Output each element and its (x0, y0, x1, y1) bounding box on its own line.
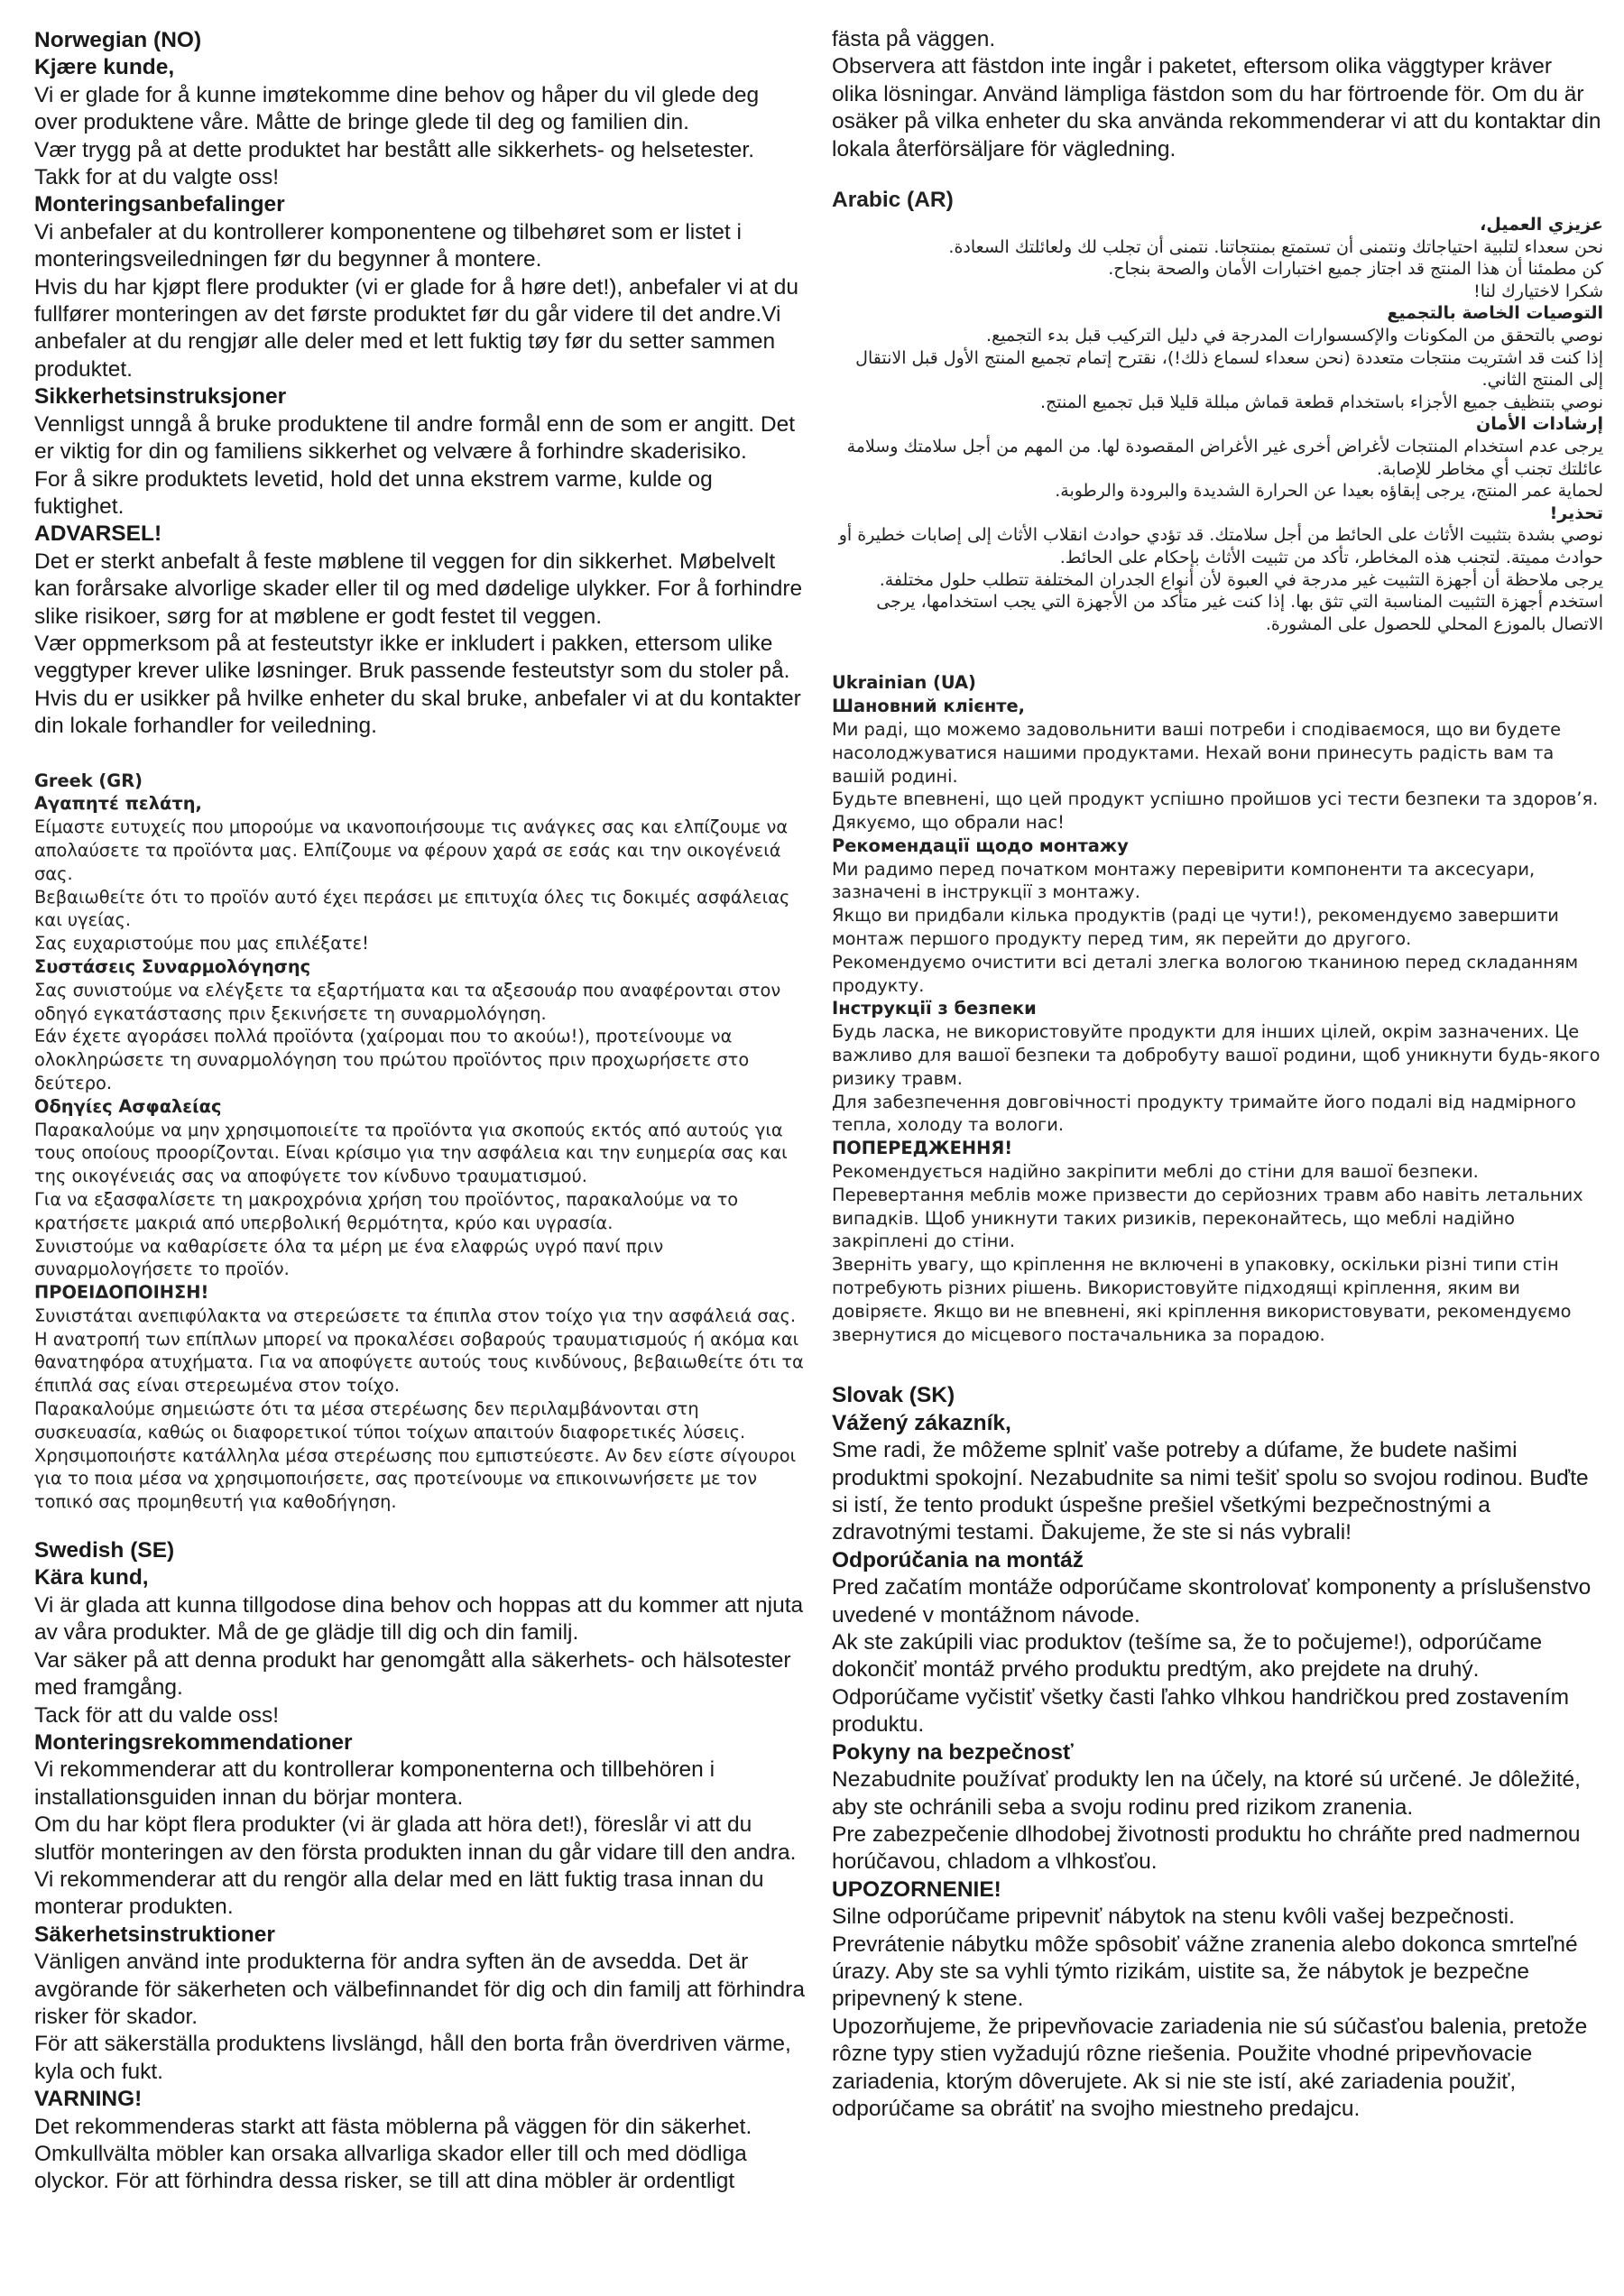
paragraph: Upozorňujeme, že pripevňovacie zariadenia nie sú súčasťou balenia, pretože rôzne typy stien vyžadujú rôzne riešenia. Použite vhodné pripevňovacie zariadenia, ktorým dôverujete. Ak si nie ste istí, aké zariadenia použiť, odporúčame sa obrátiť na svojho miestneho predajcu. (832, 2014, 1588, 2121)
paragraph: Silne odporúčame pripevniť nábytok na stenu kvôli vašej bezpečnosti. Prevrátenie nábytku môže spôsobiť vážne zranenia alebo dokonca smrteľné úrazy. Aby ste sa vyhli týmto rizikám, uistite sa, že nábytok je bezpečne pripevnený k stene. (832, 1904, 1578, 2012)
paragraph: Ми радимо перед початком монтажу перевірити компоненти та аксесуари, зазначені в інструкції з монтажу. (832, 858, 1536, 903)
paragraph: Συνιστάται ανεπιφύλακτα να στερεώσετε τα έπιπλα στον τοίχο για την ασφάλειά σας. Η ανατροπή των επίπλων μπορεί να προκαλέσει σοβαρούς τραυματισμούς ή ακόμα και θανατηφόρα ατυχήματα. Για να αποφύγετε αυτούς τους κινδύνους, βεβαιωθείτε ότι τα έπιπλά σας είναι στερεωμένα στον τοίχο. (34, 1305, 804, 1397)
paragraph: Vänligen använd inte produkterna för andra syften än de avsedda. Det är avgörande för säkerheten och välbefinnandet för dig och din familj att förhindra risker för skador. (34, 1950, 805, 2029)
section-slovak (832, 1382, 1603, 2123)
warning-heading: ADVARSEL! (34, 521, 162, 547)
paragraph: يرجى ملاحظة أن أجهزة التثبيت غير مدرجة في العبوة لأن أنواع الجدران المختلفة تتطلب حلول مختلفة. استخدم أجهزة التثبيت المناسبة التي تثق بها. إذا كنت غير متأكد من الأجهزة التي يجب استخدامها، يرجى الاتصال بالموزع المحلي للحصول على المشورة. (876, 569, 1603, 634)
paragraph: Takk for at du valgte oss! (34, 165, 279, 190)
paragraph: يرجى عدم استخدام المنتجات لأغراض أخرى غير الأغراض المقصودة لها. من المهم من أجل سلامتك وسلامة عائلتك تجنب أي مخاطر للإصابة. (846, 436, 1603, 479)
subheading: Monteringsanbefalinger (34, 192, 285, 217)
paragraph: Βεβαιωθείτε ότι το προϊόν αυτό έχει περάσει με επιτυχία όλες τις δοκιμές ασφάλειας και υγείας. (34, 886, 790, 931)
greeting: Шановний клієнте, (832, 696, 1026, 717)
paragraph: Будьте впевнені, що цей продукт успішно пройшов усі тести безпеки та здоров’я. (832, 788, 1599, 810)
paragraph: Παρακαλούμε σημειώστε ότι τα μέσα στερέωσης δεν περιλαμβάνονται στη συσκευασία, καθώς οι διαφορετικοί τύποι τοίχων απαιτούν διαφορετικές λύσεις. Χρησιμοποιήστε κατάλληλα μέσα στερέωσης που εμπιστεύεστε. Αν δεν είστε σίγουροι για το ποια μέσα να χρησιμοποιήσετε, σας προτείνουμε να επικοινωνήσετε με τον τοπικό σας προμηθευτή για καθοδήγηση. (34, 1398, 797, 1513)
paragraph: Σας ευχαριστούμε που μας επιλέξατε! (34, 933, 369, 954)
paragraph: Odporúčame vyčistiť všetky časti ľahko vlhkou handričkou pred zostavením produktu. (832, 1684, 1570, 1738)
greeting: Kjære kunde, (34, 55, 175, 80)
subheading: Sikkerhetsinstruksjoner (34, 384, 287, 410)
greeting: Αγαπητέ πελάτη, (34, 793, 202, 815)
subheading: Οδηγίες Ασφαλείας (34, 1095, 222, 1117)
left-column (34, 27, 806, 2196)
paragraph: Det rekommenderas starkt att fästa möblerna på väggen för din säkerhet. Omkullvälta möbler kan orsaka allvarliga skador eller till och med dödliga olyckor. För att förhindra dessa risker, se till att dina möbler är ordentligt (34, 2114, 752, 2194)
greeting: Vážený zákazník, (832, 1410, 1011, 1435)
subheading: Säkerhetsinstruktioner (34, 1922, 275, 1947)
language-heading: Ukrainian (UA) (832, 672, 976, 694)
section-norwegian (34, 27, 806, 741)
subheading: Рекомендації щодо монтажу (832, 834, 1129, 856)
paragraph: Рекомендуємо очистити всі деталі злегка вологою тканиною перед складанням продукту. (832, 951, 1579, 996)
language-heading: Swedish (SE) (34, 1538, 175, 1563)
paragraph: نوصي بتنظيف جميع الأجزاء باستخدام قطعة قماش مبللة قليلا قبل تجميع المنتج. (1040, 392, 1603, 412)
paragraph: For å sikre produktets levetid, hold det unna ekstrem varme, kulde og fuktighet. (34, 466, 713, 519)
paragraph: Vi är glada att kunna tillgodose dina behov och hoppas att du kommer att njuta av våra produkter. Må de ge glädje till dig och din familj. (34, 1592, 804, 1646)
paragraph: Зверніть увагу, що кріплення не включені в упаковку, оскільки різні типи стін потребують різних рішень. Використовуйте підходящі кріплення, яким ви довіряєте. Якщо ви не впевнені, які кріплення використовувати, рекомендуємо звернутися до місцевого постачальника за порадою. (832, 1254, 1572, 1345)
paragraph: Vi anbefaler at du kontrollerer komponentene og tilbehøret som er listet i monteringsveiledningen før du begynner å montere. (34, 219, 742, 272)
paragraph: Дякуємо, що обрали нас! (832, 812, 1065, 834)
paragraph: Будь ласка, не використовуйте продукти для інших цілей, окрім зазначених. Це важливо для вашої безпеки та добробуту вашої родини, щоб уникнути будь-якого ризику травм. (832, 1021, 1601, 1089)
greeting: Kära kund, (34, 1565, 149, 1591)
paragraph: fästa på väggen. (832, 27, 996, 51)
paragraph: Vær oppmerksom på at festeutstyr ikke er inkludert i pakken, ettersom ulike veggtyper krever ulike løsninger. Bruk passende festeutstyr som du stoler på. Hvis du er usikker på hvilke enheter du skal bruke, anbefaler vi at du kontakter din lokale forhandler for veiledning. (34, 631, 801, 739)
paragraph: Σας συνιστούμε να ελέγξετε τα εξαρτήματα και τα αξεσουάρ που αναφέρονται στον οδηγό εγκατάστασης πριν ξεκινήσετε τη συναρμολόγηση. (34, 979, 781, 1024)
subheading: التوصيات الخاصة بالتجميع (1387, 303, 1603, 324)
subheading: Pokyny na bezpečnosť (832, 1739, 1074, 1765)
paragraph: Vi er glade for å kunne imøtekomme dine behov og håper du vil glede deg over produktene våre. Måtte de bringe glede til deg og familien din. (34, 82, 760, 135)
section-greek (34, 770, 806, 1515)
paragraph: نوصي بالتحقق من المكونات والإكسسوارات المدرجة في دليل التركيب قبل بدء التجميع. (986, 326, 1603, 346)
paragraph: Vi rekommenderar att du rengör alla delar med en lätt fuktig trasa innan du monterar produkten. (34, 1867, 764, 1920)
paragraph: Vennligst unngå å bruke produktene til andre formål enn de som er angitt. Det er viktig for din og familiens sikkerhet og velvære å forhindre skaderisiko. (34, 411, 796, 465)
paragraph: إذا كنت قد اشتريت منتجات متعددة (نحن سعداء لسماع ذلك!)، نقترح إتمام تجميع المنتج الأول قبل الانتقال إلى المنتج الثاني. (855, 347, 1603, 391)
paragraph: Observera att fästdon inte ingår i paketet, eftersom olika väggtyper kräver olika lösningar. Använd lämpliga fästdon som du har förtroende för. Om du är osäker på vilka enheter du ska använda rekommenderar vi att du kontaktar din lokala återförsäljare för vägledning. (832, 54, 1601, 161)
paragraph: Vær trygg på at dette produktet har bestått alle sikkerhets- og helsetester. (34, 137, 755, 162)
paragraph: Якщо ви придбали кілька продуктів (раді це чути!), рекомендуємо завершити монтаж першого продукту перед тим, як перейти до другого. (832, 905, 1559, 950)
paragraph: Om du har köpt flera produkter (vi är glada att höra det!), föreslår vi att du slutför monteringen av den första produkten innan du går vidare till den andra. (34, 1812, 797, 1865)
subheading: Інструкції з безпеки (832, 998, 1037, 1019)
paragraph: Var säker på att denna produkt har genomgått alla säkerhets- och hälsotester med framgång. (34, 1647, 791, 1701)
paragraph: Pre zabezpečenie dlhodobej životnosti produktu ho chráňte pred nadmernou horúčavou, chladom a vlhkosťou. (832, 1821, 1581, 1875)
paragraph: شكرا لاختيارك لنا! (1473, 281, 1603, 301)
paragraph: Pred začatím montáže odporúčame skontrolovať komponenty a príslušenstvo uvedené v montážnom návode. (832, 1575, 1592, 1627)
paragraph: Παρακαλούμε να μην χρησιμοποιείτε τα προϊόντα για σκοπούς εκτός από αυτούς για τους οποίους προορίζονται. Είναι κρίσιμο για την ασφάλεια και την ευημερία σας και της οικογένειάς σας να αποφύγετε τον κίνδυνο τραυματισμού. (34, 1119, 788, 1187)
paragraph: Είμαστε ευτυχείς που μπορούμε να ικανοποιήσουμε τις ανάγκες σας και ελπίζουμε να απολαύσετε τα προϊόντα μας. Ελπίζουμε να φέρουν χαρά σε εσάς και την οικογένειά σας. (34, 816, 789, 884)
paragraph: För att säkerställa produktens livslängd, håll den borta från överdriven värme, kyla och fukt. (34, 2032, 791, 2084)
paragraph: نحن سعداء لتلبية احتياجاتك ونتمنى أن تستمتع بمنتجاتنا. نتمنى أن تجلب لك ولعائلتك السعادة. (948, 236, 1603, 257)
subheading: Odporúčania na montáž (832, 1547, 1084, 1572)
section-ukrainian (832, 671, 1603, 1346)
paragraph: كن مطمئنا أن هذا المنتج قد اجتاز جميع اختبارات الأمان والصحة بنجاح. (1108, 259, 1603, 280)
warning-heading: ΠΡΟΕΙΔΟΠΟΙΗΣΗ! (34, 1282, 209, 1304)
paragraph: لحماية عمر المنتج، يرجى إبقاؤه بعيدا عن الحرارة الشديدة والبرودة والرطوبة. (1055, 481, 1603, 502)
language-heading: Greek (GR) (34, 770, 143, 791)
section-swedish-continued (832, 26, 1603, 163)
paragraph: Для забезпечення довговічності продукту тримайте його подалі від надмірного тепла, холоду та вологи. (832, 1091, 1576, 1136)
paragraph: نوصي بشدة بتثبيت الأثاث على الحائط من أجل سلامتك. قد تؤدي حوادث انقلاب الأثاث إلى إصابات خطيرة أو حوادث مميتة. لتجنب هذه المخاطر، تأكد من تثبيت الأثاث بإحكام على الحائط. (838, 525, 1603, 567)
language-heading: Norwegian (NO) (34, 28, 202, 52)
paragraph: Vi rekommenderar att du kontrollerar komponenterna och tillbehören i installationsguiden innan du börjar montera. (34, 1757, 715, 1810)
warning-heading: تحذير! (1549, 503, 1603, 523)
subheading: Συστάσεις Συναρμολόγησης (34, 955, 311, 977)
paragraph: Sme radi, že môžeme splniť vaše potreby a dúfame, že budete našimi produktmi spokojní. Nezabudnite sa nimi tešiť spolu so svojou rodinou. Buďte si istí, že tento produkt úspešne prešiel všetkými bezpečnostnými a zdravotnými testami. Ďakujeme, že ste si nás vybrali! (832, 1438, 1589, 1545)
section-swedish (34, 1537, 806, 2196)
language-heading: Arabic (AR) (832, 188, 954, 213)
paragraph: Εάν έχετε αγοράσει πολλά προϊόντα (χαίρομαι που το ακούω!), προτείνουμε να ολοκληρώσετε τη συναρμολόγηση του πρώτου προϊόντος πριν προχωρήσετε στο δεύτερο. (34, 1026, 750, 1093)
right-column (832, 26, 1603, 2123)
warning-heading: VARNING! (34, 2087, 143, 2112)
greeting: عزيزي العميل، (1480, 215, 1603, 235)
paragraph: Ak ste zakúpili viac produktov (tešíme sa, že to počujeme!), odporúčame dokončiť montáž prvého produktu predtým, ako prejdete na druhý. (832, 1630, 1543, 1683)
paragraph: Tack för att du valde oss! (34, 1702, 279, 1728)
paragraph: Рекомендується надійно закріпити меблі до стіни для вашої безпеки. Перевертання меблів може призвести до серйозних травм або навіть летальних випадків. Щоб уникнути таких ризиків, переконайтесь, що меблі надійно закріплені до стіни. (832, 1161, 1583, 1252)
subheading: Monteringsrekommendationer (34, 1729, 353, 1755)
warning-heading: ПОПЕРЕДЖЕННЯ! (832, 1138, 1013, 1159)
subheading: إرشادات الأمان (1475, 414, 1603, 435)
paragraph: Συνιστούμε να καθαρίσετε όλα τα μέρη με ένα ελαφρώς υγρό πανί πριν συναρμολογήσετε το προϊόν. (34, 1235, 664, 1280)
arabic-body (832, 214, 1603, 635)
paragraph: Για να εξασφαλίσετε τη μακροχρόνια χρήση του προϊόντος, παρακαλούμε να το κρατήσετε μακριά από υπερβολική θερμότητα, κρύο και υγρασία. (34, 1188, 739, 1233)
paragraph: Ми раді, що можемо задовольнити ваші потреби і сподіваємося, що ви будете насолоджуватися нашими продуктами. Нехай вони принесуть радість вам та вашій родині. (832, 718, 1562, 787)
warning-heading: UPOZORNENIE! (832, 1876, 1001, 1902)
paragraph: Hvis du har kjøpt flere produkter (vi er glade for å høre det!), anbefaler vi at du fullfører monteringen av det første produktet før du går videre til det andre.Vi anbefaler at du rengjør alle deler med et lett fuktig tøy før du setter sammen produktet. (34, 274, 799, 382)
language-heading: Slovak (SK) (832, 1383, 955, 1408)
section-arabic (832, 187, 1603, 635)
paragraph: Nezabudnite používať produkty len na účely, na ktoré sú určené. Je dôležité, aby ste ochránili seba a svoju rodinu pred rizikom zranenia. (832, 1767, 1581, 1820)
paragraph: Det er sterkt anbefalt å feste møblene til veggen for din sikkerhet. Møbelvelt kan forårsake alvorlige skader eller til og med dødelige ulykker. For å forhindre slike risikoer, sørg for at møblene er godt festet til veggen. (34, 549, 803, 629)
